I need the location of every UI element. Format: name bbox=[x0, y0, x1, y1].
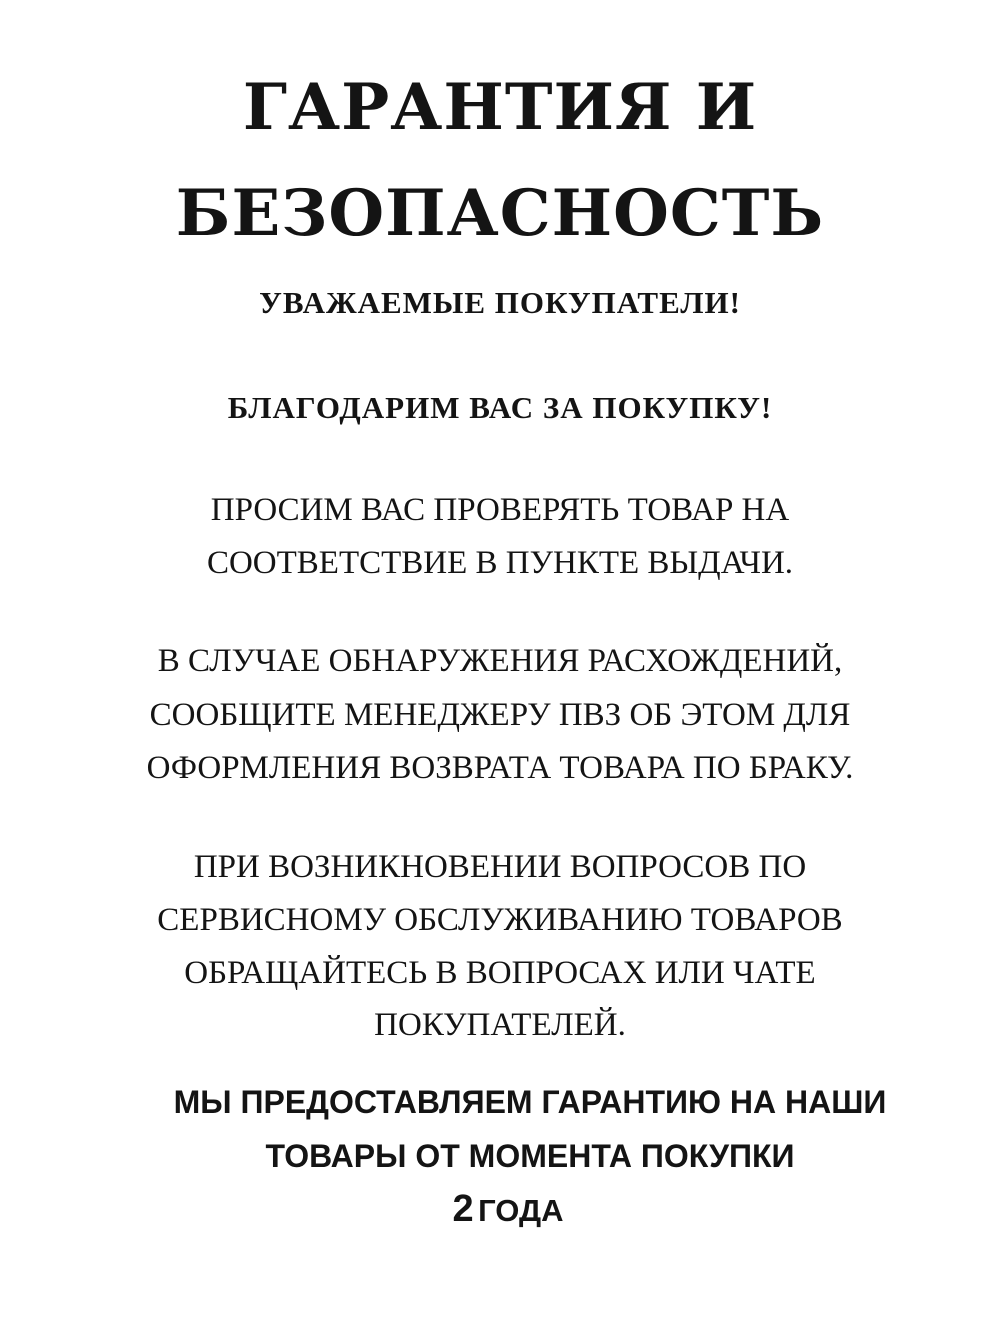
paragraph-line: ОФОРМЛЕНИЯ ВОЗВРАТА ТОВАРА ПО БРАКУ. bbox=[146, 750, 854, 786]
warranty-years-number: 2 bbox=[452, 1188, 474, 1230]
paragraph-line: В СЛУЧАЕ ОБНАРУЖЕНИЯ РАСХОЖДЕНИЙ, bbox=[157, 643, 843, 679]
paragraph-line: ПОКУПАТЕЛЕЙ. bbox=[374, 1007, 626, 1043]
warranty-line-2: ТОВАРЫ ОТ МОМЕНТА ПОКУПКИ bbox=[265, 1138, 795, 1174]
paragraph-line: СООБЩИТЕ МЕНЕДЖЕРУ ПВЗ ОБ ЭТОМ ДЛЯ bbox=[149, 697, 851, 733]
page-title-line-1: ГАРАНТИЯ И bbox=[242, 70, 758, 145]
warranty-years-unit: ГОДА bbox=[478, 1193, 564, 1228]
greeting: УВАЖАЕМЫЕ ПОКУПАТЕЛИ! bbox=[259, 285, 741, 320]
paragraph-line: СЕРВИСНОМУ ОБСЛУЖИВАНИЮ ТОВАРОВ bbox=[157, 902, 843, 938]
page-title-line-2: БЕЗОПАСНОСТЬ bbox=[175, 176, 825, 251]
paragraph-line: ОБРАЩАЙТЕСЬ В ВОПРОСАХ ИЛИ ЧАТЕ bbox=[184, 955, 816, 991]
warranty-line-1: МЫ ПРЕДОСТАВЛЯЕМ ГАРАНТИЮ НА НАШИ bbox=[173, 1084, 887, 1120]
paragraph-line: ПРОСИМ ВАС ПРОВЕРЯТЬ ТОВАР НА bbox=[210, 492, 790, 528]
paragraph-line: СООТВЕТСТВИЕ В ПУНКТЕ ВЫДАЧИ. bbox=[206, 545, 794, 581]
warranty-period bbox=[8, 1179, 1000, 1239]
paragraph-line: ПРИ ВОЗНИКНОВЕНИИ ВОПРОСОВ ПО bbox=[193, 849, 807, 885]
thanks-message: БЛАГОДАРИМ ВАС ЗА ПОКУПКУ! bbox=[227, 390, 773, 425]
